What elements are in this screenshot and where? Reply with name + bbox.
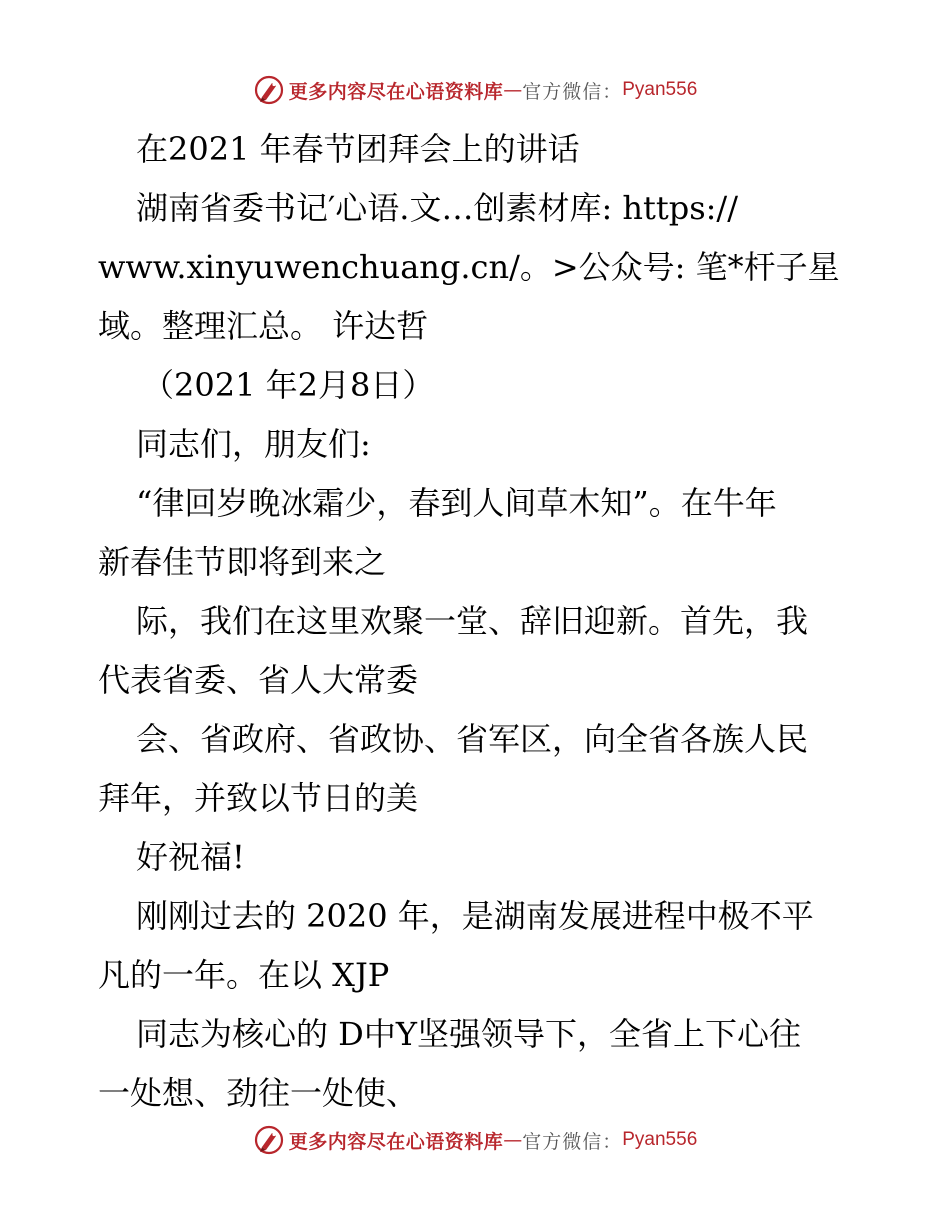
document-line: 新春佳节即将到来之 bbox=[98, 543, 387, 581]
document-line: 湖南省委书记′心语.文…创素材库: https:// bbox=[136, 189, 738, 227]
document-title: 在2021 年春节团拜会上的讲话 bbox=[136, 130, 580, 168]
footer-watermark bbox=[0, 1120, 950, 1160]
watermark-label: 官方微信： bbox=[522, 1130, 623, 1153]
document-body bbox=[98, 120, 858, 1123]
watermark-label: 官方微信： bbox=[522, 80, 623, 103]
document-line: 会、省政府、省政协、省军区，向全省各族人民 bbox=[136, 720, 809, 758]
document-date: （2021 年2月8日） bbox=[142, 366, 435, 404]
document-line: 好祝福! bbox=[136, 838, 245, 876]
watermark-main-text: 更多内容尽在心语资料库 bbox=[288, 1130, 504, 1153]
watermark-separator: — bbox=[503, 79, 523, 101]
pen-circle-logo-icon bbox=[253, 74, 285, 106]
document-line: 代表省委、省人大常委 bbox=[98, 661, 419, 699]
document-salutation: 同志们，朋友们: bbox=[136, 425, 371, 463]
document-line: 凡的一年。在以 XJP bbox=[98, 956, 390, 994]
document-line: 域。整理汇总。 许达哲 bbox=[98, 307, 429, 345]
watermark-main-text: 更多内容尽在心语资料库 bbox=[288, 80, 504, 103]
document-line: 拜年，并致以节日的美 bbox=[98, 779, 419, 817]
watermark-handle: Pyan556 bbox=[622, 79, 698, 100]
document-line: www.xinyuwenchuang.cn/。>公众号: 笔*杆子星 bbox=[98, 248, 840, 286]
watermark-handle: Pyan556 bbox=[622, 1129, 698, 1150]
watermark-separator: — bbox=[503, 1129, 523, 1151]
pen-circle-logo-icon bbox=[253, 1124, 285, 1156]
document-line: 同志为核心的 D中Y坚强领导下，全省上下心往 bbox=[136, 1015, 801, 1053]
document-line: “律回岁晚冰霜少，春到人间草木知”。在牛年 bbox=[136, 484, 777, 522]
document-line: 际，我们在这里欢聚一堂、辞旧迎新。首先，我 bbox=[136, 602, 809, 640]
document-line: 一处想、劲往一处使、 bbox=[98, 1074, 419, 1112]
document-line: 刚刚过去的 2020 年，是湖南发展进程中极不平 bbox=[136, 897, 814, 935]
header-watermark bbox=[0, 70, 950, 110]
